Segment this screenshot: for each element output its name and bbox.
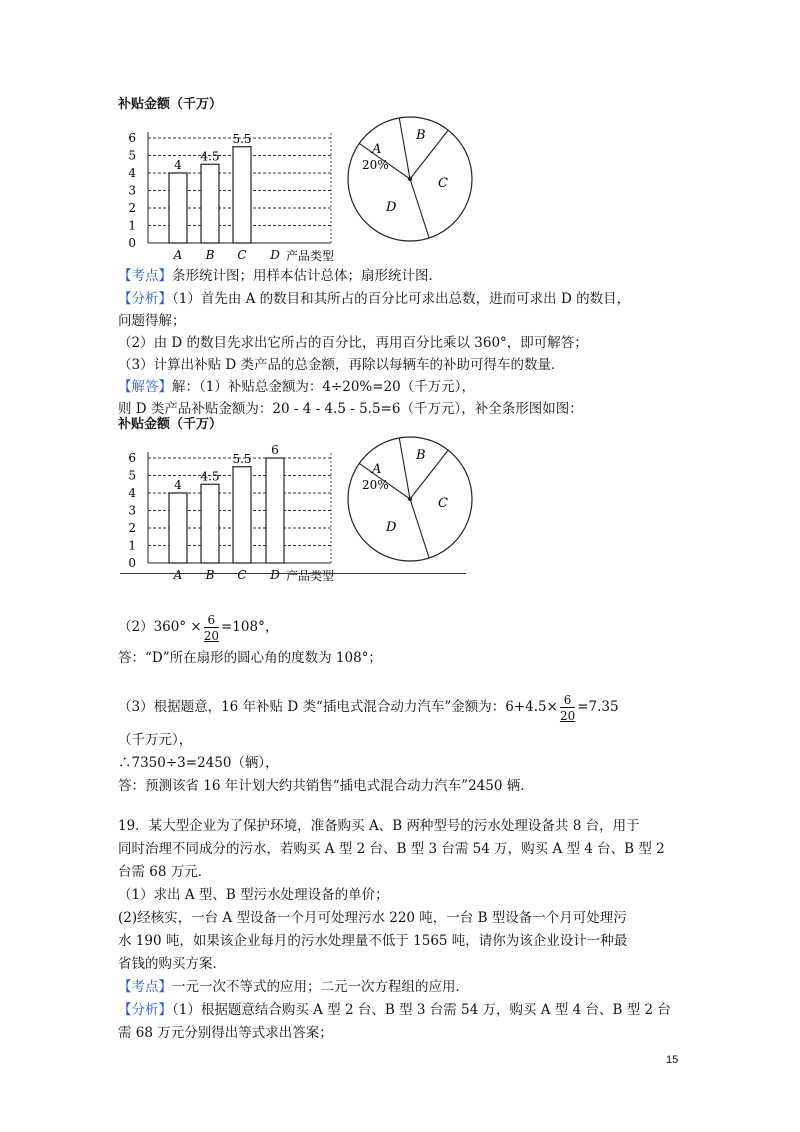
bar-c <box>233 147 251 243</box>
fenxi-1-line-2: 问题得解； <box>118 313 186 329</box>
data-label: 4.5 <box>200 469 220 484</box>
page-number: 15 <box>666 1054 679 1066</box>
pie-slice-label: C <box>438 496 448 511</box>
jieda-1-line-2: 则 D 类产品补贴金额为：20 - 4 - 4.5 - 5.5=6（千万元），补全条形图如图： <box>118 401 583 417</box>
pie-slice-label: B <box>416 128 426 143</box>
q2-post: =108°， <box>221 619 279 635</box>
x-axis-label: 产品类型 <box>286 249 335 263</box>
jieda-tag: 【解答】 <box>118 379 172 395</box>
bar-a <box>169 493 187 563</box>
fenxi-text: （1）首先由 A 的数目和其所占的百分比可求出总数，进而可求出 D 的数目， <box>172 291 631 307</box>
bar-b <box>201 164 219 243</box>
figure-1 <box>118 93 470 263</box>
pie-slice-percent: 20% <box>362 158 389 172</box>
data-label: 5.5 <box>232 451 252 466</box>
y-tick-label: 3 <box>128 183 136 198</box>
pie-slice-label: B <box>416 448 426 463</box>
x-tick-label: B <box>205 568 215 582</box>
fenxi-2-line-1 <box>118 1000 671 1020</box>
pie-slice-percent: 20% <box>362 478 389 492</box>
q3-unit: （千万元）， <box>118 732 193 748</box>
pie-slice-label: A <box>372 142 382 157</box>
pie-center <box>408 177 412 181</box>
x-tick-label: D <box>270 248 280 262</box>
x-axis-label: 产品类型 <box>286 569 335 583</box>
y-tick-label: 5 <box>128 148 136 163</box>
bar-b <box>201 484 219 563</box>
figure-2 <box>118 413 470 583</box>
y-tick-label: 6 <box>128 451 136 465</box>
bar-chart-title: 补贴金额（千万） <box>118 97 223 112</box>
problem-19-line-3: 台需 68 万元． <box>118 864 212 880</box>
y-tick-label: 1 <box>128 218 136 233</box>
y-tick-label: 0 <box>128 556 136 570</box>
pie-center <box>408 497 412 501</box>
x-tick-label: C <box>237 248 247 262</box>
problem-19-line-4: （1）求出 A 型、B 型污水处理设备的单价； <box>118 887 389 903</box>
figure-bottom-rule <box>120 573 466 574</box>
fenxi-1-line-4: （3）计算出补贴 D 类产品的总金额，再除以每辆车的补助可得车的数量． <box>118 357 565 373</box>
q3-numerator: 6 <box>563 692 572 707</box>
data-label: 4 <box>174 478 182 492</box>
x-tick-label: A <box>173 248 183 262</box>
fenxi-text: （1）根据题意结合购买 A 型 2 台、B 型 3 台需 54 万，购买 A 型 4 台、B 型 2 台 <box>172 1002 671 1018</box>
fenxi-tag: 【分析】 <box>118 1002 172 1018</box>
q2-numerator: 6 <box>207 612 216 627</box>
x-tick-label: C <box>237 568 247 582</box>
fenxi-1-line-1 <box>118 289 630 309</box>
q2-denominator: 20 <box>203 628 219 643</box>
bar-chart-2 <box>118 421 368 586</box>
bar-a <box>169 173 187 243</box>
jieda-text: 解：（1）补贴总金额为：4÷20%=20（千万元）， <box>172 379 475 395</box>
problem-19-line-1: 19．某大型企业为了保护环境，准备购买 A、B 两种型号的污水处理设备共 8 台，用于 <box>118 818 640 834</box>
pie-slice-label: C <box>438 176 448 191</box>
y-tick-label: 4 <box>128 166 136 180</box>
y-tick-label: 5 <box>128 468 136 483</box>
q3-count: ∴7350÷3=2450（辆）， <box>118 755 279 771</box>
kaodian-2 <box>118 977 469 997</box>
x-tick-label: B <box>205 248 215 262</box>
data-label: 6 <box>271 443 279 457</box>
kaodian-1 <box>118 266 442 286</box>
data-label: 5.5 <box>232 131 252 146</box>
y-tick-label: 1 <box>128 538 136 553</box>
y-tick-label: 4 <box>128 486 136 500</box>
data-label: 4 <box>174 158 182 172</box>
q2-fraction <box>204 613 219 643</box>
problem-19-line-5: (2)经核实，一台 A 型设备一个月可处理污水 220 吨，一台 B 型设备一个月可处理污 <box>118 910 627 926</box>
data-label: 4.5 <box>200 149 220 164</box>
problem-19-line-6: 水 190 吨，如果该企业每月的污水处理量不低于 1565 吨，请你为该企业设计一种最 <box>118 933 628 949</box>
q3-post: =7.35 <box>577 699 619 715</box>
y-tick-label: 6 <box>128 131 136 145</box>
pie-slice-label: A <box>372 462 382 477</box>
fenxi-1-line-3: （2）由 D 的数目先求出它所占的百分比，再用百分比乘以 360°，即可解答； <box>118 335 588 351</box>
q3-denominator: 20 <box>559 708 576 723</box>
jieda-1-line-1 <box>118 377 475 397</box>
y-tick-label: 3 <box>128 503 136 518</box>
q3-calc <box>118 690 619 724</box>
x-tick-label: D <box>270 568 280 582</box>
kaodian-tag: 【考点】 <box>118 979 172 995</box>
bar-c <box>233 467 251 563</box>
q2-pre: （2）360° × <box>118 619 202 635</box>
pie-chart-2 <box>340 429 480 569</box>
kaodian-tag: 【考点】 <box>118 268 172 284</box>
kaodian-text: 一元一次不等式的应用；二元一次方程组的应用． <box>172 979 469 995</box>
q3-pre: （3）根据题意，16 年补贴 D 类“插电式混合动力汽车”金额为：6+4.5× <box>118 699 558 715</box>
q2-calc <box>118 610 278 644</box>
y-tick-label: 0 <box>128 236 136 250</box>
x-tick-label: A <box>173 568 183 582</box>
bar-chart-1 <box>118 101 368 266</box>
kaodian-text: 条形统计图；用样本估计总体；扇形统计图． <box>172 268 442 284</box>
pie-slice-label: D <box>386 520 397 535</box>
fenxi-2-line-2: 需 68 万元分别得出等式求出答案； <box>118 1025 333 1041</box>
y-tick-label: 2 <box>128 521 136 535</box>
y-tick-label: 2 <box>128 201 136 215</box>
pie-slice-label: D <box>386 200 397 215</box>
bar-chart-title: 补贴金额（千万） <box>118 417 223 432</box>
q2-answer: 答：“D”所在扇形的圆心角的度数为 108°； <box>118 650 382 666</box>
q3-fraction <box>560 693 575 723</box>
problem-19-line-7: 省钱的购买方案． <box>118 956 226 972</box>
bar-d <box>266 458 284 563</box>
fenxi-tag: 【分析】 <box>118 291 172 307</box>
q3-answer: 答：预测该省 16 年计划大约共销售“插电式混合动力汽车”2450 辆． <box>118 778 534 794</box>
problem-19-line-2: 同时治理不同成分的污水，若购买 A 型 2 台、B 型 3 台需 54 万，购买 A 型 4 台、B 型 2 <box>118 841 665 857</box>
pie-chart-1 <box>340 109 480 249</box>
